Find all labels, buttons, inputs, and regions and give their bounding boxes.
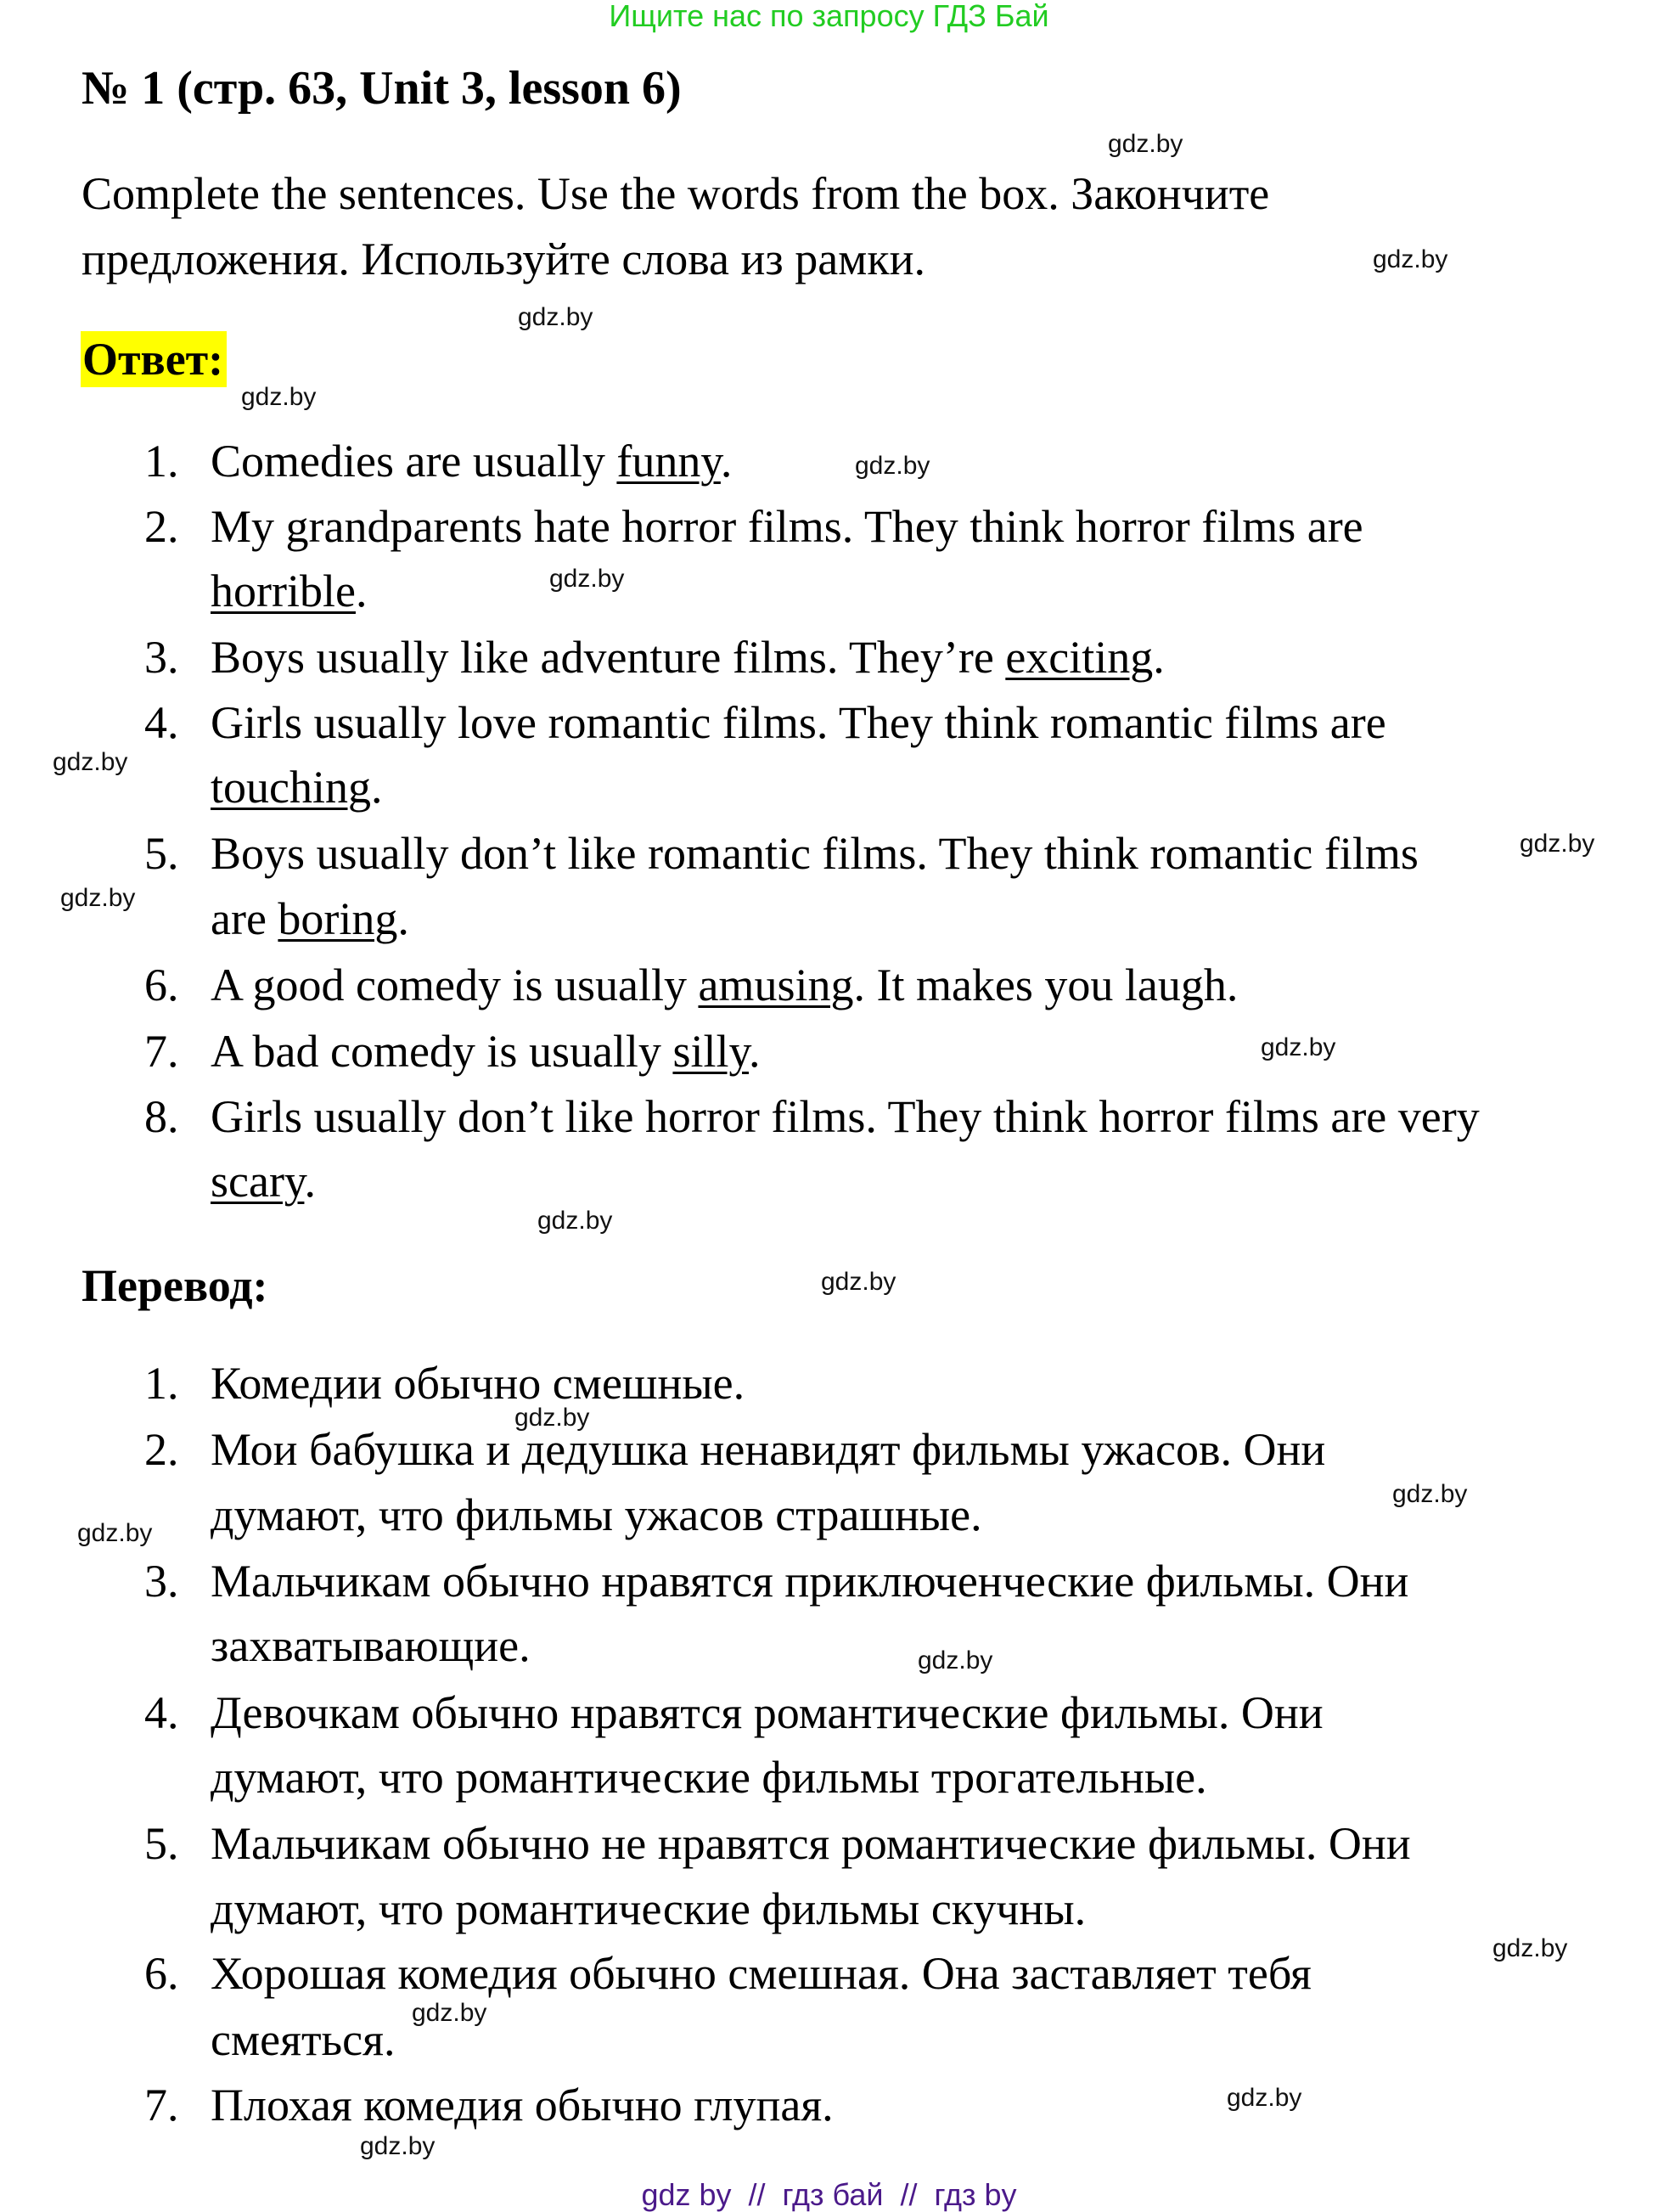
answer-line — [211, 566, 367, 616]
answer-line — [211, 828, 1419, 879]
answer-word: exciting — [1005, 632, 1154, 683]
answer-number: 7. — [144, 1026, 179, 1077]
answer-word: boring — [278, 893, 398, 944]
answer-line — [211, 1091, 1480, 1142]
translation-line: думают, что романтические фильмы скучны. — [211, 1883, 1087, 1934]
watermark: gdz.by — [1492, 1934, 1568, 1962]
answer-text: . — [720, 436, 733, 487]
exercise-title: № 1 (стр. 63, Unit 3, lesson 6) — [81, 62, 682, 115]
answer-line — [211, 1156, 316, 1207]
translation-line: Мальчикам обычно нравятся приключенческие фильмы. Они — [211, 1556, 1409, 1607]
watermark: gdz.by — [60, 884, 136, 912]
translation-line: захватывающие. — [211, 1620, 531, 1671]
answer-line — [211, 697, 1386, 748]
translation-number: 6. — [144, 1948, 179, 1999]
watermark: gdz.by — [1520, 830, 1595, 858]
answer-word: scary — [211, 1156, 305, 1207]
answer-text: My grandparents hate horror films. They think horror films are — [211, 501, 1363, 552]
translation-line: Плохая комедия обычно глупая. — [211, 2080, 834, 2130]
translation-line: Мои бабушка и дедушка ненавидят фильмы ужасов. Они — [211, 1424, 1326, 1475]
watermark: gdz.by — [1392, 1480, 1468, 1508]
watermark: gdz.by — [549, 565, 625, 593]
translation-line: думают, что романтические фильмы трогательные. — [211, 1752, 1207, 1803]
answer-text: . It makes you laugh. — [853, 960, 1239, 1010]
watermark: gdz.by — [53, 748, 128, 776]
translation-line: Девочкам обычно нравятся романтические фильмы. Они — [211, 1687, 1324, 1738]
instruction-line-1: Complete the sentences. Use the words from the box. Закончите — [81, 168, 1270, 219]
watermark: gdz.by — [514, 1404, 590, 1432]
answer-label: Ответ: — [81, 331, 227, 387]
watermark: gdz.by — [412, 1999, 487, 2027]
answer-word: amusing — [698, 960, 854, 1010]
translation-number: 3. — [144, 1556, 179, 1607]
translation-label: Перевод: — [81, 1260, 268, 1311]
watermark: gdz.by — [821, 1268, 896, 1296]
translation-number: 5. — [144, 1818, 179, 1869]
answer-number: 6. — [144, 960, 179, 1010]
answer-number: 5. — [144, 828, 179, 879]
answer-text: Boys usually like adventure films. They’re — [211, 632, 1006, 683]
answer-number: 8. — [144, 1091, 179, 1142]
watermark: gdz.by — [918, 1646, 993, 1674]
watermark: gdz.by — [537, 1207, 613, 1235]
answer-word: touching — [211, 762, 371, 813]
watermark: gdz.by — [1108, 130, 1183, 158]
search-banner: Ищите нас по запросу ГДЗ Бай — [609, 0, 1049, 33]
translation-line: Хорошая комедия обычно смешная. Она заставляет тебя — [211, 1948, 1312, 1999]
watermark: gdz.by — [77, 1519, 153, 1547]
watermark: gdz.by — [241, 383, 317, 411]
answer-text: Girls usually don’t like horror films. They think horror films are very — [211, 1091, 1480, 1142]
answer-word: silly — [672, 1026, 749, 1077]
answer-text: . — [304, 1156, 316, 1207]
answer-text: . — [748, 1026, 761, 1077]
answer-text: A good comedy is usually — [211, 960, 699, 1010]
answer-text: are — [211, 893, 278, 944]
translation-line: смеяться. — [211, 2014, 396, 2065]
answer-number: 1. — [144, 436, 179, 487]
answer-line — [211, 1026, 760, 1077]
watermark: gdz.by — [1227, 2084, 1302, 2112]
answer-line — [211, 501, 1363, 552]
answer-line — [211, 436, 732, 487]
footer-links: gdz by // гдз бай // гдз by — [641, 2177, 1017, 2212]
translation-line: Комедии обычно смешные. — [211, 1358, 745, 1409]
answer-number: 3. — [144, 632, 179, 683]
answer-line — [211, 893, 409, 944]
answer-text: . — [1153, 632, 1165, 683]
translation-line: Мальчикам обычно не нравятся романтические фильмы. Они — [211, 1818, 1411, 1869]
answer-word: funny — [616, 436, 721, 487]
watermark: gdz.by — [855, 452, 930, 480]
translation-number: 2. — [144, 1424, 179, 1475]
answer-line — [211, 632, 1165, 683]
watermark: gdz.by — [360, 2132, 436, 2160]
watermark: gdz.by — [1373, 245, 1448, 273]
translation-number: 1. — [144, 1358, 179, 1409]
translation-line: думают, что фильмы ужасов страшные. — [211, 1489, 982, 1540]
answer-number: 4. — [144, 697, 179, 748]
answer-line — [211, 762, 382, 813]
answer-text: A bad comedy is usually — [211, 1026, 673, 1077]
answer-word: horrible — [211, 566, 356, 616]
watermark: gdz.by — [1261, 1033, 1336, 1061]
answer-text: Boys usually don’t like romantic films. They think romantic films — [211, 828, 1419, 879]
instruction-line-2: предложения. Используйте слова из рамки. — [81, 234, 925, 284]
answer-text: . — [355, 566, 368, 616]
answer-text: Girls usually love romantic films. They think romantic films are — [211, 697, 1386, 748]
answer-line — [211, 960, 1238, 1010]
translation-number: 4. — [144, 1687, 179, 1738]
translation-number: 7. — [144, 2080, 179, 2130]
answer-text: Comedies are usually — [211, 436, 617, 487]
answer-number: 2. — [144, 501, 179, 552]
answer-text: . — [370, 762, 383, 813]
watermark: gdz.by — [518, 303, 593, 331]
answer-text: . — [397, 893, 409, 944]
